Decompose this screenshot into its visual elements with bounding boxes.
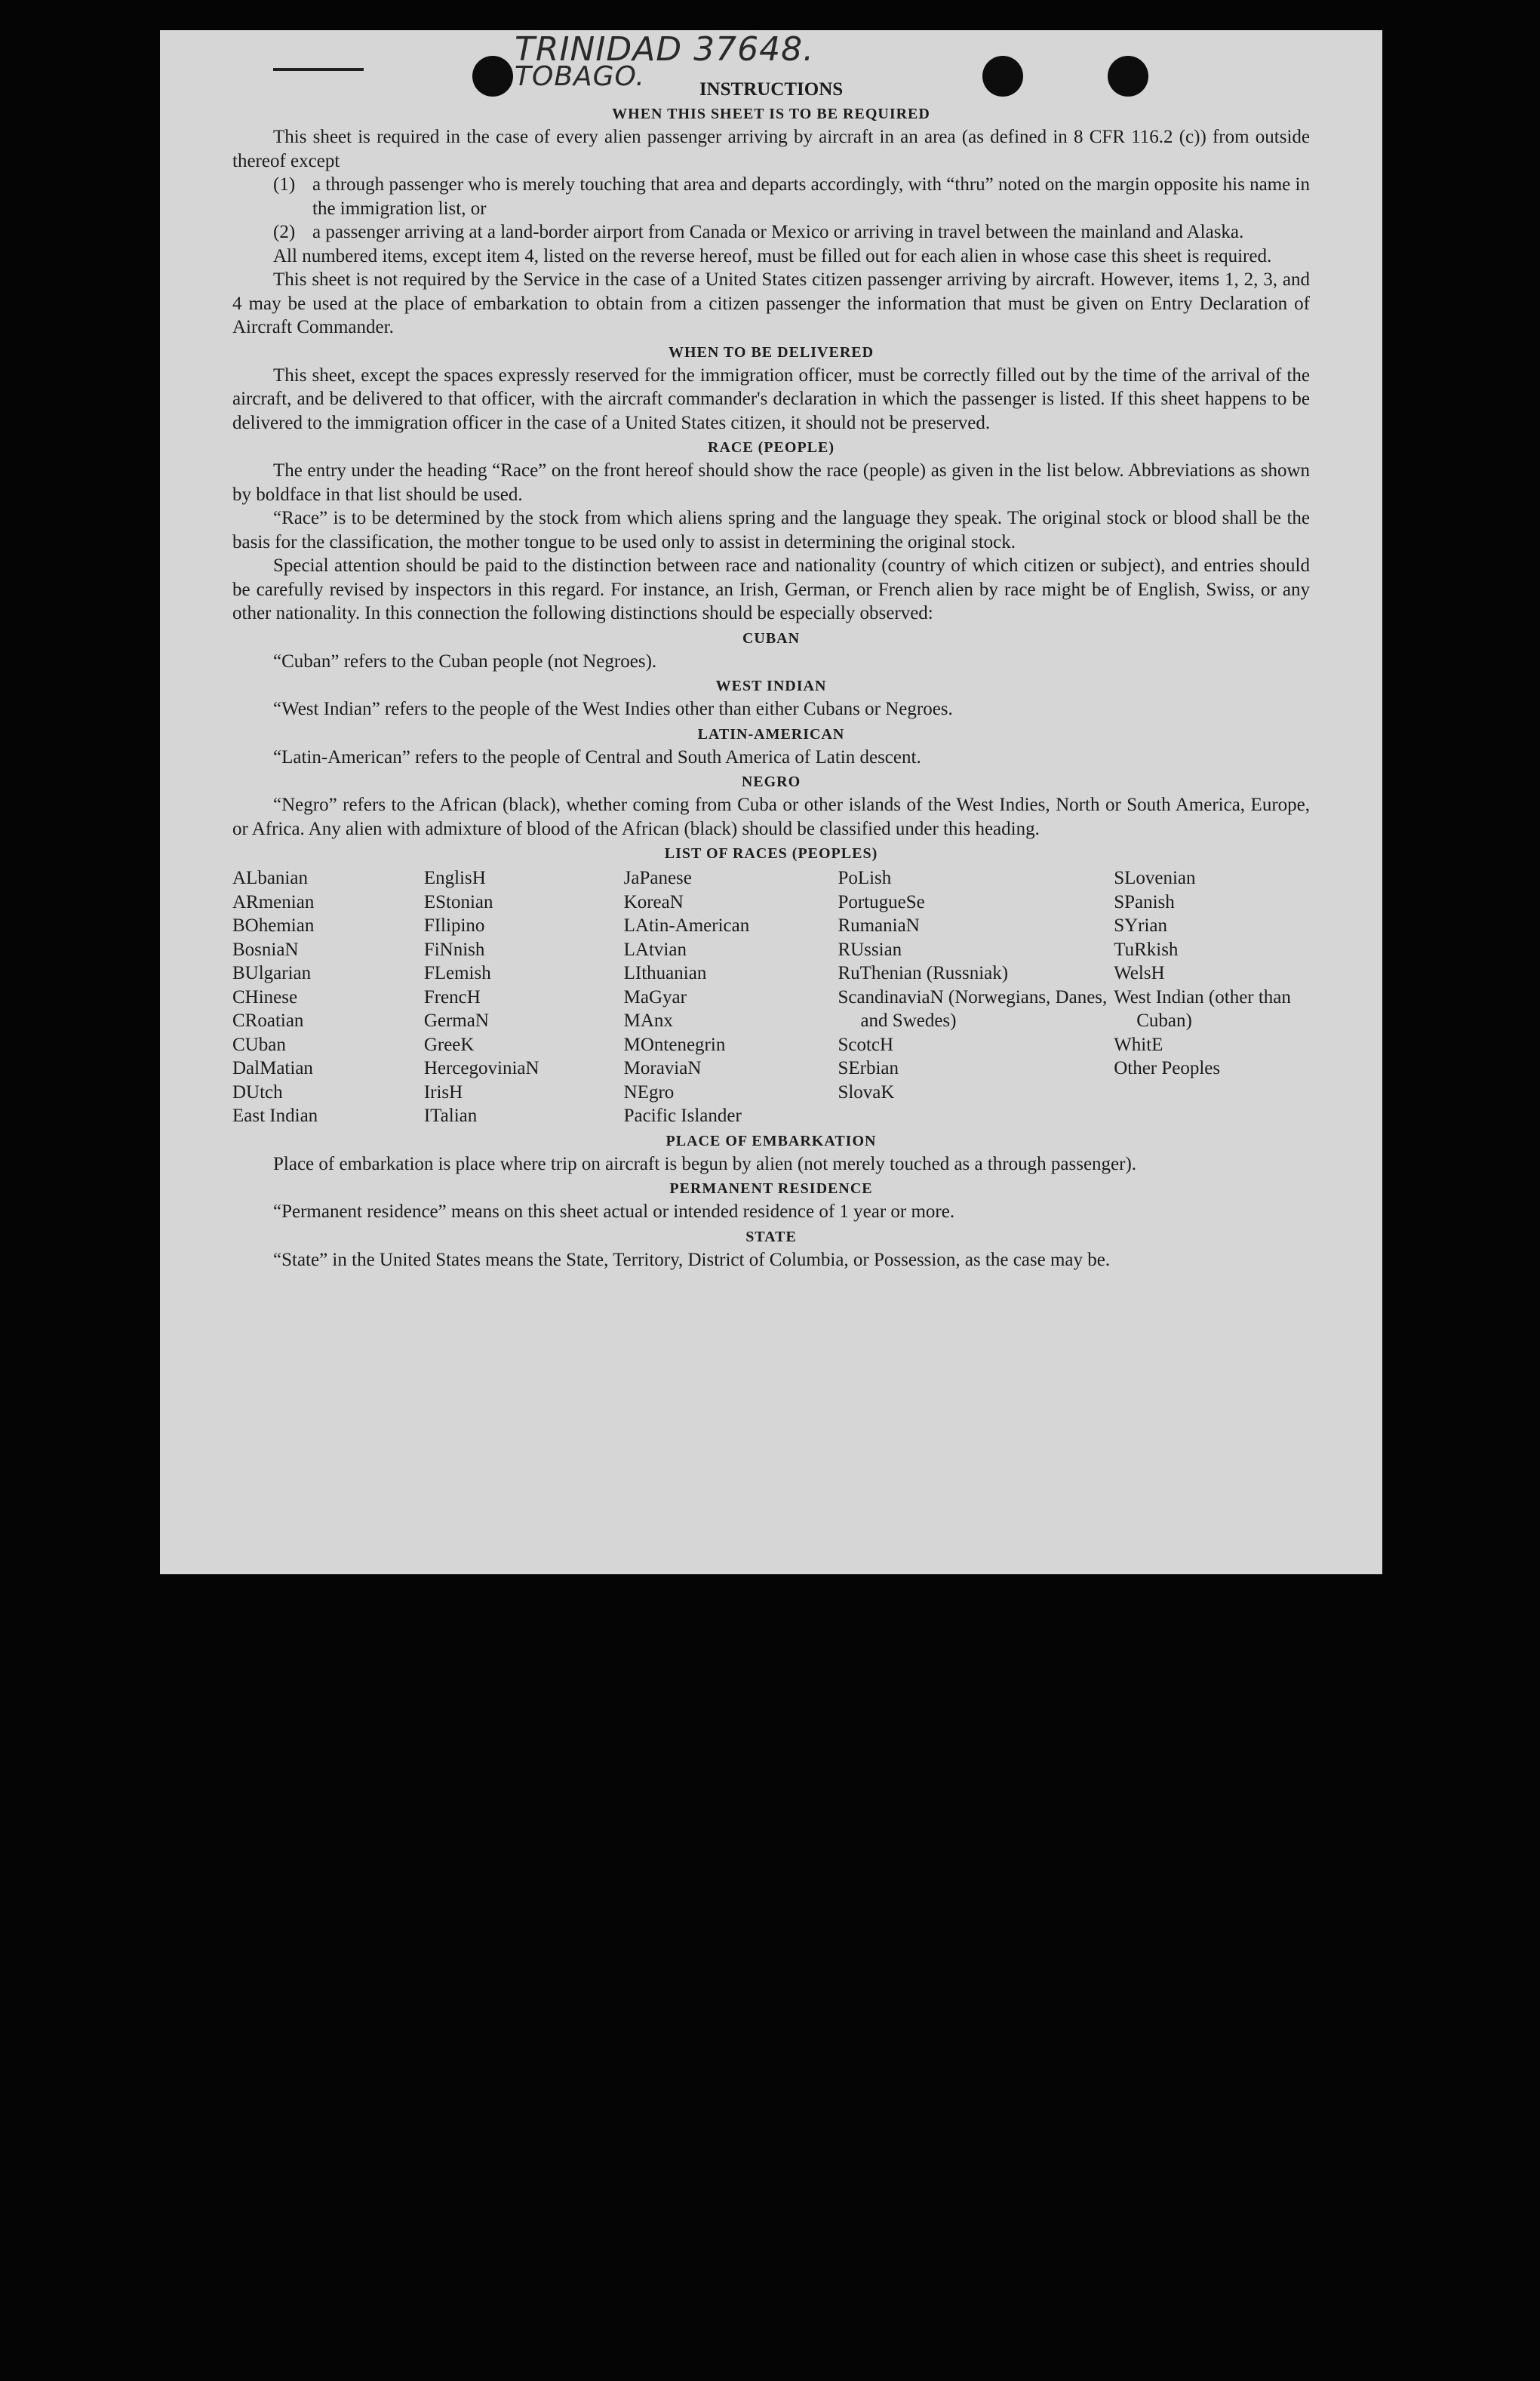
staple-mark <box>273 68 364 71</box>
race-entry: BUlgarian <box>232 963 312 983</box>
paragraph: This sheet is not required by the Service in the case of a United States citizen passenger arriving by aircraft. However, items 1, 2, 3, and 4 may be used at the place of embarkation to obtain from a citizen passenger the information that must be given on Entry Declaration of Aircraft Commander. <box>232 269 1310 337</box>
race-entry: Pacific Islander <box>623 1106 742 1126</box>
section-heading-required: WHEN THIS SHEET IS TO BE REQUIRED <box>612 106 930 122</box>
race-entry: TuRkish <box>1114 939 1179 960</box>
item-text: a passenger arriving at a land-border airport from Canada or Mexico or arriving in travel between the mainland and Alaska. <box>312 222 1244 242</box>
paragraph: This sheet, except the spaces expressly reserved for the immigration officer, must be correctly filled out by the time of the arrival of the aircraft, and be delivered to that officer, with the aircraft commander's declaration in which the passenger is listed. If this sheet happens to be delivered to the immigration officer in the case of a United States citizen, it should not be preserved. <box>232 365 1310 433</box>
race-entry: GermaN <box>423 1011 489 1031</box>
section-heading-cuban: CUBAN <box>742 629 801 647</box>
race-entry: West Indian (other than Cuban) <box>1114 986 1291 1031</box>
race-entry: SErbian <box>838 1058 899 1078</box>
paragraph: “State” in the United States means the State, Territory, District of Columbia, or Possession, as the case may be. <box>273 1249 1111 1270</box>
paragraph: “West Indian” refers to the people of the West Indies other than either Cubans or Negroes. <box>273 699 953 719</box>
races-list <box>232 866 1310 1128</box>
race-entry: LAtvian <box>623 939 687 960</box>
paragraph: “Permanent residence” means on this sheet actual or intended residence of 1 year or more. <box>273 1201 955 1222</box>
race-entry: HercegoviniaN <box>423 1058 539 1078</box>
race-entry: SYrian <box>1114 915 1168 936</box>
race-entry: LAtin-American <box>623 915 750 936</box>
race-entry: ARmenian <box>232 891 315 912</box>
section-heading-west-indian: WEST INDIAN <box>715 678 827 694</box>
races-column <box>624 866 838 1128</box>
races-column <box>232 866 424 1128</box>
paragraph: The entry under the heading “Race” on the front hereof should show the race (people) as given in the list below. Abbreviations as shown by boldface in that list should be used. <box>232 460 1310 505</box>
races-column <box>424 866 624 1128</box>
race-entry: LIthuanian <box>623 963 707 983</box>
race-entry: SPanish <box>1114 891 1175 912</box>
race-entry: IrisH <box>423 1081 463 1103</box>
race-entry: PortugueSe <box>838 891 925 912</box>
race-entry: GreeK <box>423 1034 475 1055</box>
race-entry: ITalian <box>423 1106 478 1126</box>
paragraph: All numbered items, except item 4, listed on the reverse hereof, must be filled out for each alien in whose case this sheet is required. <box>273 245 1272 266</box>
punch-hole <box>472 56 513 97</box>
race-entry: ScotcH <box>838 1034 894 1055</box>
race-entry: East Indian <box>232 1106 318 1126</box>
race-entry: RumaniaN <box>838 915 920 936</box>
section-heading-race: RACE (PEOPLE) <box>708 439 835 456</box>
document-page <box>160 30 1382 1574</box>
race-entry: CUban <box>232 1034 286 1055</box>
races-column <box>1114 866 1310 1128</box>
race-entry: BOhemian <box>232 915 315 936</box>
handwritten-annotation-1: TRINIDAD 37648. <box>515 30 815 69</box>
race-entry: WhitE <box>1114 1034 1163 1055</box>
paragraph: “Cuban” refers to the Cuban people (not Negroes). <box>273 651 657 672</box>
race-entry: DUtch <box>232 1081 283 1103</box>
race-entry: FrencH <box>423 986 481 1007</box>
race-entry: KoreaN <box>623 891 684 912</box>
race-entry: DalMatian <box>232 1058 313 1078</box>
race-entry: JaPanese <box>623 868 692 888</box>
handwritten-annotation-2: TOBAGO. <box>515 61 645 92</box>
punch-hole <box>1108 56 1148 97</box>
item-text: a through passenger who is merely touching that area and departs accordingly, with “thru” noted on the margin opposite his name in the immigration list, or <box>312 174 1310 219</box>
section-heading-residence: PERMANENT RESIDENCE <box>669 1180 873 1197</box>
section-heading-negro: NEGRO <box>741 774 801 790</box>
race-entry: EStonian <box>423 891 493 912</box>
race-entry: NEgro <box>623 1081 675 1103</box>
race-entry: Other Peoples <box>1114 1058 1221 1078</box>
race-entry: MAnx <box>623 1011 673 1031</box>
paragraph: Special attention should be paid to the distinction between race and nationality (country of which citizen or subject), and entries should be carefully revised by inspectors in this regard. For instance, an Irish, German, or French alien by race might be of English, Swiss, or any other nationality. In this connection the following distinctions should be especially observed: <box>232 555 1310 623</box>
race-entry: SLovenian <box>1114 868 1196 888</box>
race-entry: EnglisH <box>423 868 486 888</box>
race-entry: FLemish <box>423 963 491 983</box>
race-entry: ALbanian <box>232 868 308 888</box>
race-entry: MoraviaN <box>623 1058 702 1078</box>
numbered-item <box>232 173 1310 220</box>
race-entry: RuThenian (Russniak) <box>838 963 1009 983</box>
item-number: (1) <box>273 174 296 195</box>
section-heading-latin-american: LATIN-AMERICAN <box>697 725 845 743</box>
section-heading-embarkation: PLACE OF EMBARKATION <box>665 1132 877 1149</box>
punch-hole <box>982 56 1023 97</box>
races-list-heading: LIST OF RACES (PEOPLES) <box>664 845 878 862</box>
page-title: INSTRUCTIONS <box>699 79 844 100</box>
paragraph: Place of embarkation is place where trip on aircraft is begun by alien (not merely touched as a through passenger). <box>273 1153 1137 1174</box>
race-entry: FiNnish <box>423 939 485 960</box>
race-entry: FIlipino <box>423 915 485 936</box>
section-heading-state: STATE <box>745 1228 797 1245</box>
race-entry: WelsH <box>1114 963 1165 983</box>
paragraph: “Race” is to be determined by the stock from which aliens spring and the language they speak. The original stock or blood shall be the basis for the classification, the mother tongue to be used only to assist in determining the original stock. <box>232 508 1310 552</box>
races-column <box>838 866 1114 1128</box>
race-entry: RUssian <box>838 939 902 960</box>
section-heading-delivered: WHEN TO BE DELIVERED <box>668 343 875 361</box>
race-entry: CRoatian <box>232 1011 304 1031</box>
numbered-item <box>232 220 1310 245</box>
race-entry: CHinese <box>232 986 298 1007</box>
paragraph: “Negro” refers to the African (black), whether coming from Cuba or other islands of the West Indies, North or South America, Europe, or Africa. Any alien with admixture of blood of the African (black) should be classified under this heading. <box>232 795 1310 839</box>
race-entry: PoLish <box>838 868 892 888</box>
paragraph: “Latin-American” refers to the people of Central and South America of Latin descent. <box>273 746 921 768</box>
race-entry: BosniaN <box>232 939 299 960</box>
paragraph: This sheet is required in the case of every alien passenger arriving by aircraft in an area (as defined in 8 CFR 116.2 (c)) from outside thereof except <box>232 127 1310 171</box>
race-entry: MaGyar <box>623 986 687 1007</box>
race-entry: SlovaK <box>838 1081 895 1103</box>
race-entry: ScandinaviaN (Norwegians, Danes, and Swedes) <box>838 986 1108 1031</box>
item-number: (2) <box>273 222 296 242</box>
race-entry: MOntenegrin <box>623 1034 726 1055</box>
